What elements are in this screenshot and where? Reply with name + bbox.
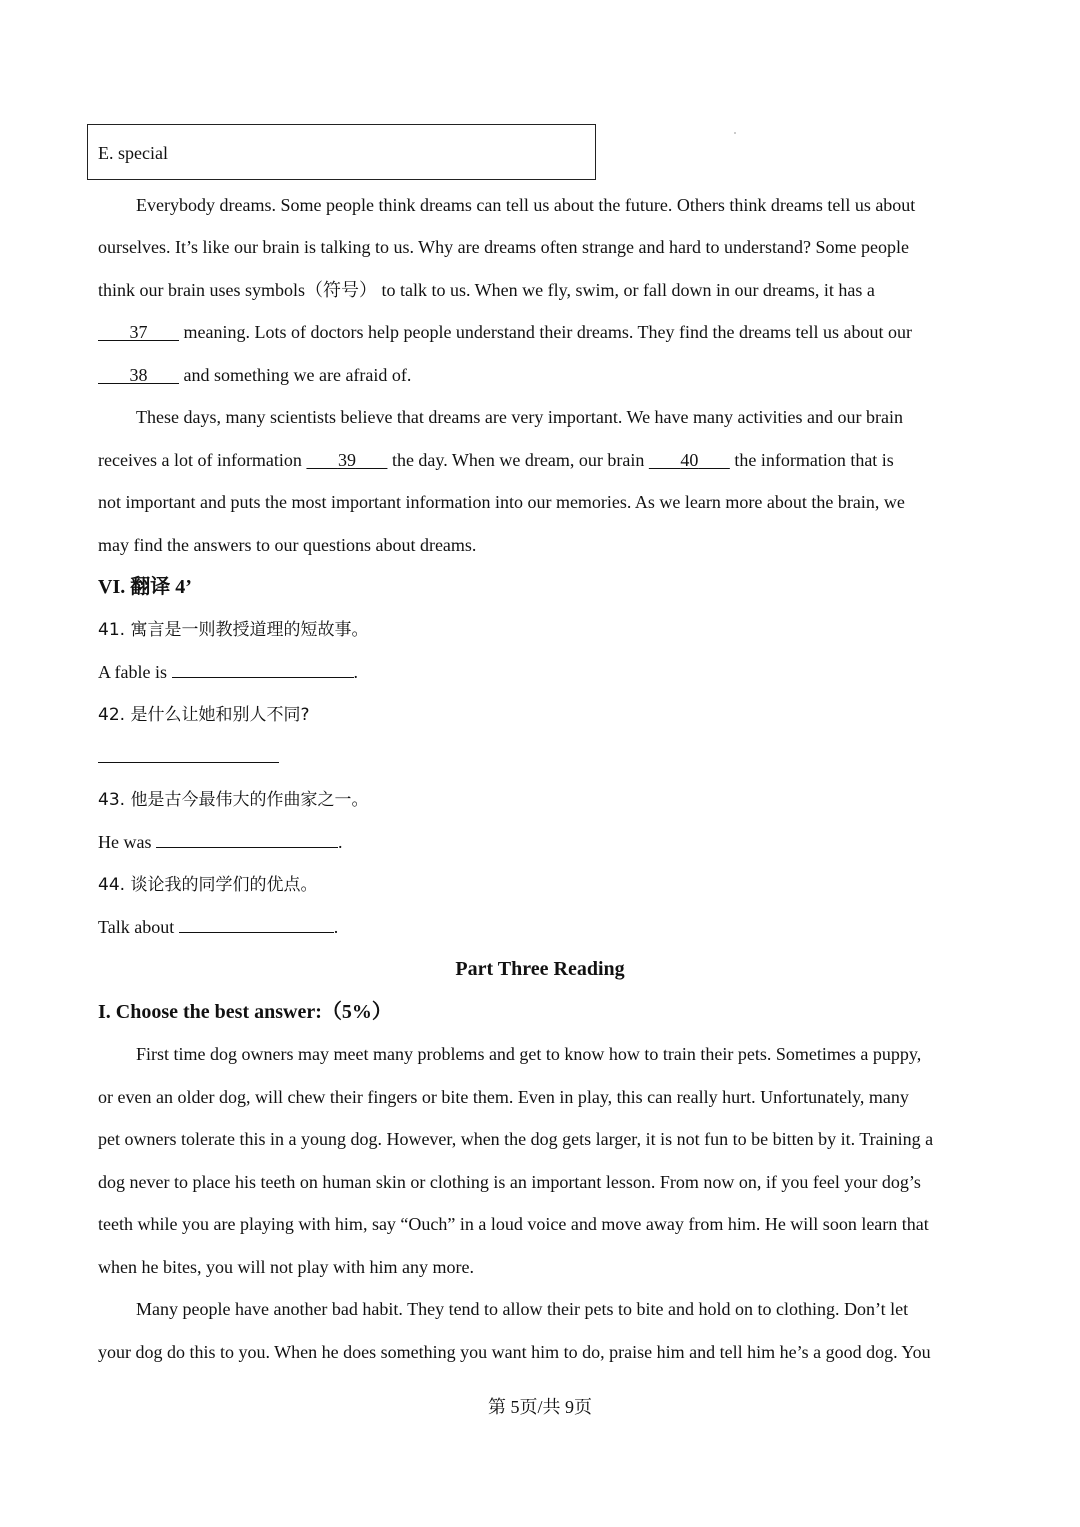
passage2-line2-pre: receives a lot of information [98, 450, 307, 470]
passage2-line2-mid: the day. When we dream, our brain [387, 450, 649, 470]
blank-38[interactable]: 38 [129, 365, 148, 385]
blank-40[interactable]: 40 [680, 450, 699, 470]
passage2-line2 [98, 449, 894, 471]
answer-44 [98, 916, 338, 938]
page-footer: 第 5页/共 9页 [487, 1397, 592, 1417]
question-42: 42. 是什么让她和别人不同? [98, 705, 310, 725]
answer-44-blank[interactable] [179, 916, 334, 933]
passage1-line5 [98, 364, 411, 386]
answer-41-blank[interactable] [172, 661, 354, 678]
passage1-line1: Everybody dreams. Some people think dreams can tell us about the future. Others think dreams tell us about [136, 195, 916, 215]
answer-43 [98, 831, 342, 853]
stray-mark [734, 132, 736, 134]
reading-p1-line6: when he bites, you will not play with him any more. [98, 1257, 474, 1277]
answer-42-blank[interactable] [98, 746, 279, 763]
answer-43-prefix: He was [98, 832, 156, 852]
answer-44-prefix: Talk about [98, 917, 179, 937]
passage1-line3: think our brain uses symbols（符号） to talk to us. When we fly, swim, or fall down in our dreams, it has a [98, 280, 875, 300]
reading-p1-line2: or even an older dog, will chew their fingers or bite them. Even in play, this can really hurt. Unfortunately, many [98, 1087, 909, 1107]
passage2-line4: may find the answers to our questions about dreams. [98, 535, 477, 555]
reading-p2-line1: Many people have another bad habit. They tend to allow their pets to bite and hold on to clothing. Don’t let [136, 1299, 909, 1319]
reading-p1-line5: teeth while you are playing with him, say “Ouch” in a loud voice and move away from him. He will soon learn that [98, 1214, 929, 1234]
answer-43-blank[interactable] [156, 831, 338, 848]
part-three-title: Part Three Reading [455, 958, 625, 980]
reading-p2-line2: your dog do this to you. When he does something you want him to do, praise him and tell him he’s a good dog. You [98, 1342, 931, 1362]
passage1-line4-text: meaning. Lots of doctors help people understand their dreams. They find the dreams tell us about our [179, 322, 912, 342]
passage1-line2: ourselves. It’s like our brain is talking to us. Why are dreams often strange and hard to understand? Some people [98, 237, 909, 257]
answer-41-prefix: A fable is [98, 662, 172, 682]
reading-p1-line3: pet owners tolerate this in a young dog. However, when the dog gets larger, it is not fun to be bitten by it. Training a [98, 1129, 934, 1149]
reading-p1-line1: First time dog owners may meet many problems and get to know how to train their pets. Sometimes a puppy, [136, 1044, 922, 1064]
option-e-text: E. special [98, 143, 168, 163]
passage2-line3: not important and puts the most important information into our memories. As we learn more about the brain, we [98, 492, 905, 512]
blank-39[interactable]: 39 [337, 450, 356, 470]
answer-43-period: . [337, 832, 343, 852]
question-41: 41. 寓言是一则教授道理的短故事。 [98, 620, 369, 640]
answer-42 [98, 746, 279, 768]
answer-41 [98, 661, 358, 683]
passage2-line1: These days, many scientists believe that dreams are very important. We have many activities and our brain [136, 407, 903, 427]
passage2-line2-post: the information that is [729, 450, 894, 470]
question-43: 43. 他是古今最伟大的作曲家之一。 [98, 790, 369, 810]
question-44: 44. 谈论我的同学们的优点。 [98, 875, 318, 895]
answer-44-period: . [333, 917, 339, 937]
option-box [87, 124, 596, 180]
blank-37[interactable]: 37 [129, 322, 148, 342]
reading-section-heading: I. Choose the best answer:（5%） [98, 1001, 392, 1023]
translation-heading: VI. 翻译 4’ [98, 576, 192, 598]
reading-p1-line4: dog never to place his teeth on human skin or clothing is an important lesson. From now on, if you feel your dog’s [98, 1172, 921, 1192]
answer-41-period: . [353, 662, 358, 682]
passage1-line5-text: and something we are afraid of. [179, 365, 412, 385]
passage1-line4 [98, 321, 912, 343]
